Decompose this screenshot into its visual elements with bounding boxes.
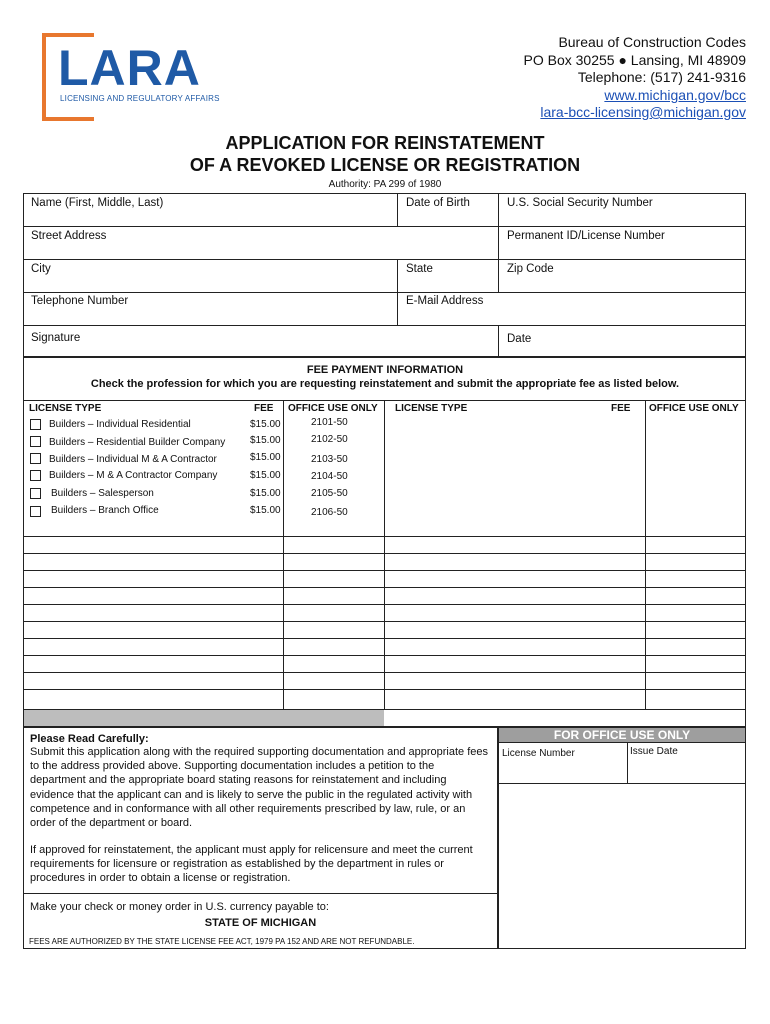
office-code: 2105-50 — [311, 488, 348, 499]
col-office-left: OFFICE USE ONLY — [288, 403, 378, 414]
state-field[interactable]: State — [406, 263, 433, 275]
issue-date-field[interactable]: Issue Date — [630, 746, 678, 757]
page-title-line-1: APPLICATION FOR REINSTATEMENT — [225, 133, 545, 153]
website-link[interactable]: www.michigan.gov/bcc — [604, 86, 746, 103]
email-field[interactable]: E-Mail Address — [406, 295, 484, 307]
notice-paragraph-1: Submit this application along with the required supporting documentation and appropriate fees to the address provided above. Supporting documentation includes a petition to the department and the appropriate board stating reasons for reinstatement and including evidence that the applicant can and is likely to serve the public in the regulated activity with competence and in conformance with all other requirements prescribed by law, rule, or an order of the department or board. — [30, 746, 489, 830]
office-code: 2106-50 — [311, 507, 348, 518]
authority-note: Authority: PA 299 of 1980 — [328, 179, 442, 190]
permanent-id-field[interactable]: Permanent ID/License Number — [507, 230, 665, 242]
address-line-3: Telephone: (517) 241-9316 — [577, 69, 746, 85]
logo-subtitle: LICENSING AND REGULATORY AFFAIRS — [60, 94, 220, 103]
payable-instruction: Make your check or money order in U.S. currency payable to: — [30, 901, 329, 913]
license-type-label: Builders – M & A Contractor Company — [49, 470, 218, 481]
checkbox-salesperson[interactable] — [30, 488, 41, 499]
fee-value: $15.00 — [250, 488, 281, 499]
col-fee-right: FEE — [611, 403, 631, 414]
col-license-type-right: LICENSE TYPE — [395, 403, 468, 414]
fee-instruction: Check the profession for which you are requesting reinstatement and submit the appropriate fee as listed below. — [90, 378, 680, 390]
shaded-separator — [24, 710, 384, 726]
fee-value: $15.00 — [250, 452, 281, 463]
date-field[interactable]: Date — [507, 333, 532, 345]
page-title-line-2: OF A REVOKED LICENSE OR REGISTRATION — [189, 155, 581, 175]
checkbox-individual-residential[interactable] — [30, 419, 41, 430]
name-field[interactable]: Name (First, Middle, Last) — [31, 197, 164, 209]
office-code: 2104-50 — [311, 471, 348, 482]
city-field[interactable]: City — [31, 263, 51, 275]
office-code: 2102-50 — [311, 434, 348, 445]
zip-field[interactable]: Zip Code — [507, 263, 554, 275]
street-field[interactable]: Street Address — [31, 230, 107, 242]
license-type-label: Builders – Salesperson — [51, 488, 154, 499]
office-code: 2103-50 — [311, 454, 348, 465]
agency-address — [524, 34, 747, 122]
fee-value: $15.00 — [250, 419, 281, 430]
checkbox-ma-contractor-company[interactable] — [30, 470, 41, 481]
license-type-label: Builders – Individual Residential — [49, 419, 191, 430]
fee-value: $15.00 — [250, 505, 281, 516]
checkbox-branch-office[interactable] — [30, 506, 41, 517]
notice-heading: Please Read Carefully: — [30, 733, 149, 745]
dob-field[interactable]: Date of Birth — [406, 197, 470, 209]
license-number-field[interactable]: License Number — [502, 748, 575, 759]
logo-wordmark: LARA — [58, 40, 201, 96]
signature-field[interactable]: Signature — [31, 332, 81, 344]
address-line-2: PO Box 30255 ● Lansing, MI 48909 — [523, 51, 746, 68]
fee-heading: FEE PAYMENT INFORMATION — [306, 364, 464, 376]
office-use-box — [498, 727, 746, 949]
fee-authorization-note: FEES ARE AUTHORIZED BY THE STATE LICENSE FEE ACT, 1979 PA 152 AND ARE NOT REFUNDABLE. — [29, 937, 415, 946]
address-line-1: Bureau of Construction Codes — [558, 34, 746, 50]
fee-value: $15.00 — [250, 435, 281, 446]
phone-field[interactable]: Telephone Number — [31, 295, 129, 307]
license-type-label: Builders – Individual M & A Contractor — [49, 454, 217, 465]
payee-name: STATE OF MICHIGAN — [204, 917, 317, 929]
office-use-heading: FOR OFFICE USE ONLY — [499, 728, 745, 742]
ssn-field[interactable]: U.S. Social Security Number — [507, 197, 653, 209]
license-type-label: Builders – Branch Office — [51, 505, 159, 516]
fee-value: $15.00 — [250, 470, 281, 481]
license-type-label: Builders – Residential Builder Company — [49, 437, 226, 448]
checkbox-residential-builder-company[interactable] — [30, 436, 41, 447]
email-link[interactable]: lara-bcc-licensing@michigan.gov — [540, 104, 746, 120]
col-office-right: OFFICE USE ONLY — [649, 403, 739, 414]
office-code: 2101-50 — [311, 417, 348, 428]
applicant-info-grid — [23, 193, 746, 357]
checkbox-individual-ma-contractor[interactable] — [30, 453, 41, 464]
notice-paragraph-2: If approved for reinstatement, the applicant must apply for relicensure and meet the current requirements for licensure or registration as established by the department in rules or procedures in order to obtain a license or registration. — [30, 844, 473, 885]
col-license-type-left: LICENSE TYPE — [29, 403, 102, 414]
col-fee-left: FEE — [254, 403, 274, 414]
